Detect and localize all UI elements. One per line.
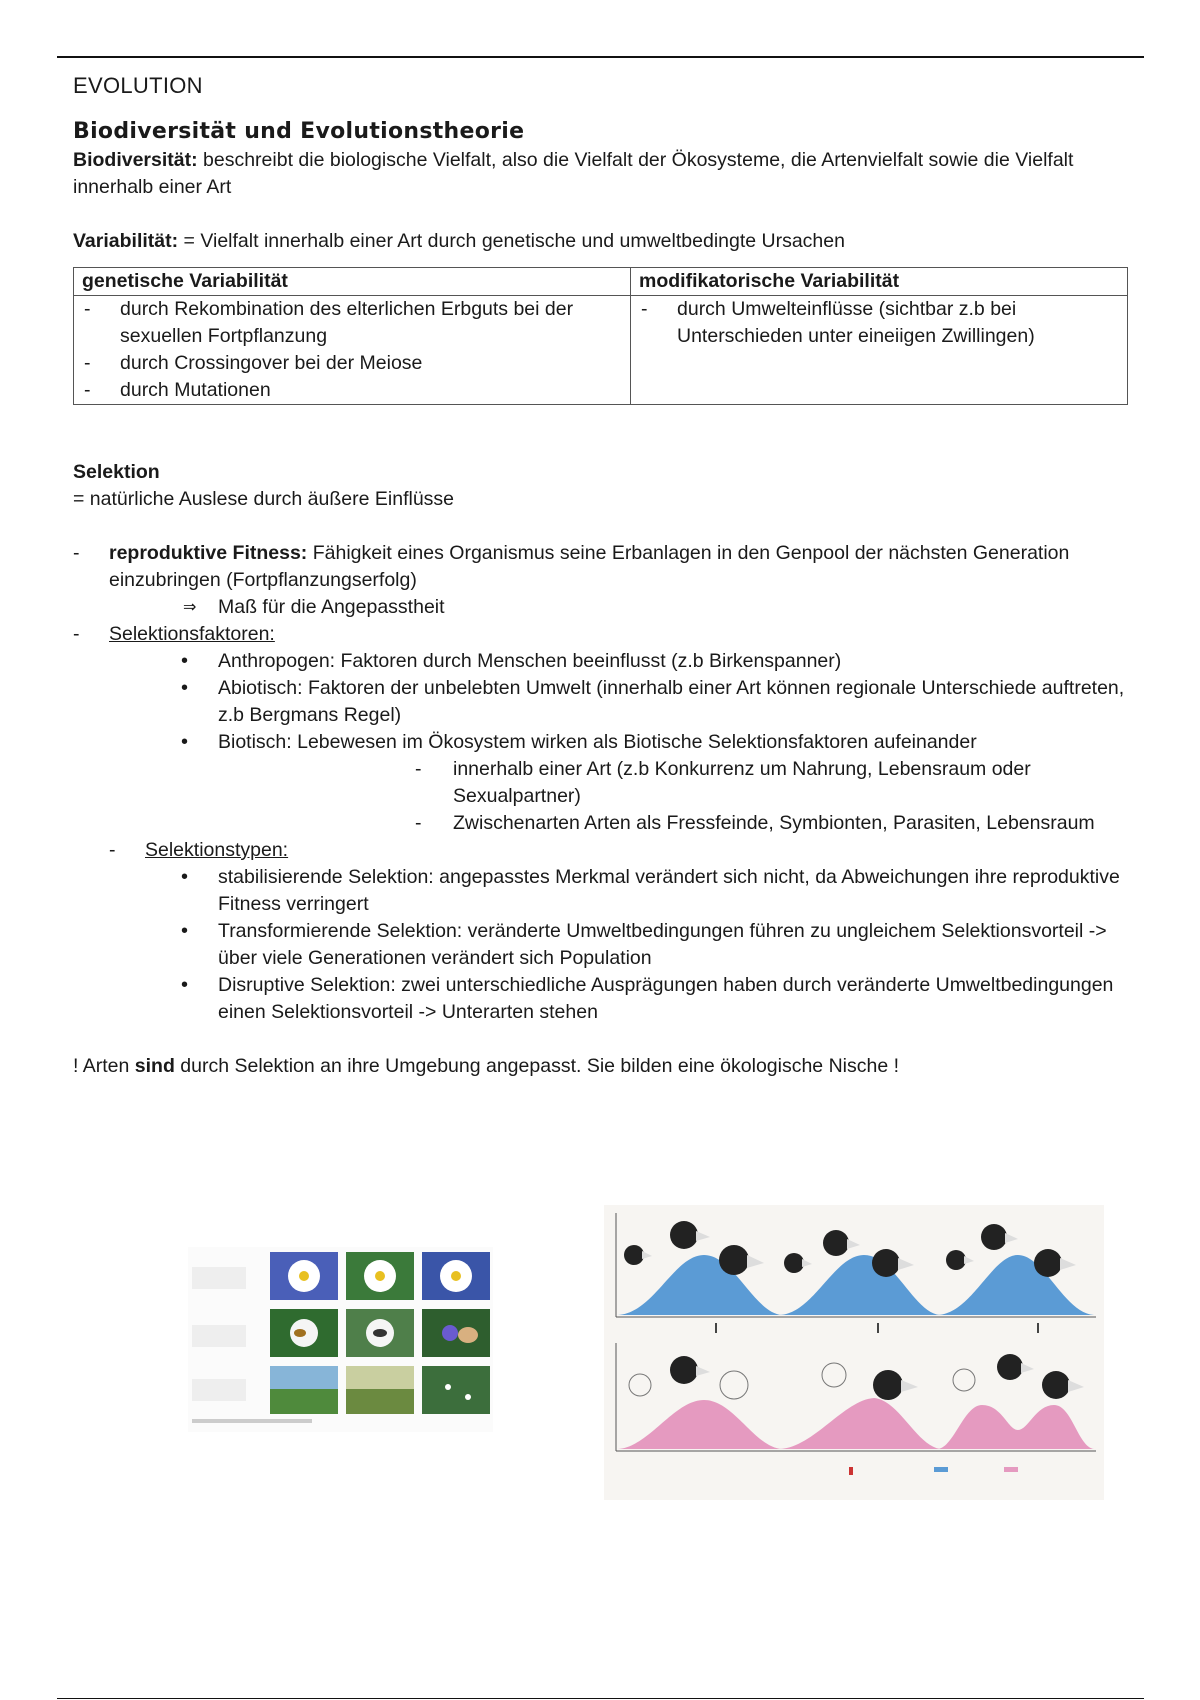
type-item: • stabilisierende Selektion: angepasstes Merkmal verändert sich nicht, da Abweichungen ihre reproduktive Fitness verringert <box>73 864 1143 918</box>
list-item: - durch Mutationen <box>82 377 622 404</box>
figures-area <box>0 1205 1200 1505</box>
list-item: - durch Umwelteinflüsse (sichtbar z.b bei Unterschieden unter eineiigen Zwillingen) <box>639 296 1119 350</box>
fitness-text: Fähigkeit eines Organismus seine Erbanlagen in den Genpool der nächsten Generation einzubringen (Fortpflanzungserfolg) <box>109 542 1070 591</box>
factor-item: • Anthropogen: Faktoren durch Menschen beeinflusst (z.b Birkenspanner) <box>73 648 1143 675</box>
variability-term: Variabilität: <box>73 230 179 252</box>
closing-statement: ! Arten sind durch Selektion an ihre Umgebung angepasst. Sie bilden eine ökologische Nische ! <box>73 1055 900 1077</box>
fitness-term: reproduktive Fitness: <box>109 542 308 564</box>
biodiversity-photo-figure <box>188 1247 493 1432</box>
table-cell-genetic <box>74 296 631 405</box>
top-rule <box>57 56 1144 58</box>
biotic-sub-item: - Zwischenarten Arten als Fressfeinde, Symbionten, Parasiten, Lebensraum <box>73 810 1143 837</box>
biodiversity-definition <box>73 147 1143 201</box>
types-heading: - Selektionstypen: <box>73 837 1143 864</box>
variability-text: = Vielfalt innerhalb einer Art durch genetische und umweltbedingte Ursachen <box>178 230 845 252</box>
factor-item: • Biotisch: Lebewesen im Ökosystem wirken als Biotische Selektionsfaktoren aufeinander <box>73 729 1143 756</box>
list-item: - durch Crossingover bei der Meiose <box>82 350 622 377</box>
variability-definition <box>73 228 1143 255</box>
fitness-arrow-item: ⇒ Maß für die Angepasstheit <box>73 594 1143 621</box>
factors-heading: - Selektionsfaktoren: <box>73 621 1143 648</box>
biodiversity-text: beschreibt die biologische Vielfalt, also die Vielfalt der Ökosysteme, die Artenvielfalt sowie die Vielfalt innerhalb einer Art <box>73 149 1074 198</box>
bottom-rule <box>57 1698 1144 1699</box>
selection-heading: Selektion <box>73 461 160 483</box>
table-header-modificatory: modifikatorische Variabilität <box>631 268 1128 296</box>
selection-types-figure <box>604 1205 1104 1500</box>
document-header: EVOLUTION <box>73 73 203 98</box>
factor-item: • Abiotisch: Faktoren der unbelebten Umwelt (innerhalb einer Art können regionale Unterschiede auftreten, z.b Bergmans Regel) <box>73 675 1143 729</box>
list-item: - durch Rekombination des elterlichen Erbguts bei der sexuellen Fortpflanzung <box>82 296 622 350</box>
type-item: • Transformierende Selektion: veränderte Umweltbedingungen führen zu ungleichem Selektionsvorteil -> über viele Generationen verändert sich Population <box>73 918 1143 972</box>
table-cell-modificatory <box>631 296 1128 405</box>
selection-definition: = natürliche Auslese durch äußere Einflüsse <box>73 488 455 510</box>
biotic-sub-item: - innerhalb einer Art (z.b Konkurrenz um Nahrung, Lebensraum oder Sexualpartner) <box>73 756 1143 810</box>
section-title: Biodiversität und Evolutionstheorie <box>73 119 525 144</box>
table-header-genetic: genetische Variabilität <box>74 268 631 296</box>
document-page <box>73 72 1143 1080</box>
variability-table <box>73 267 1128 405</box>
selection-panels <box>616 1213 1096 1475</box>
fitness-item <box>73 540 1143 594</box>
biodiversity-term: Biodiversität: <box>73 149 198 171</box>
type-item: • Disruptive Selektion: zwei unterschiedliche Ausprägungen haben durch veränderte Umweltbedingungen einen Selektionsvorteil -> Unterarten stehen <box>73 972 1143 1026</box>
